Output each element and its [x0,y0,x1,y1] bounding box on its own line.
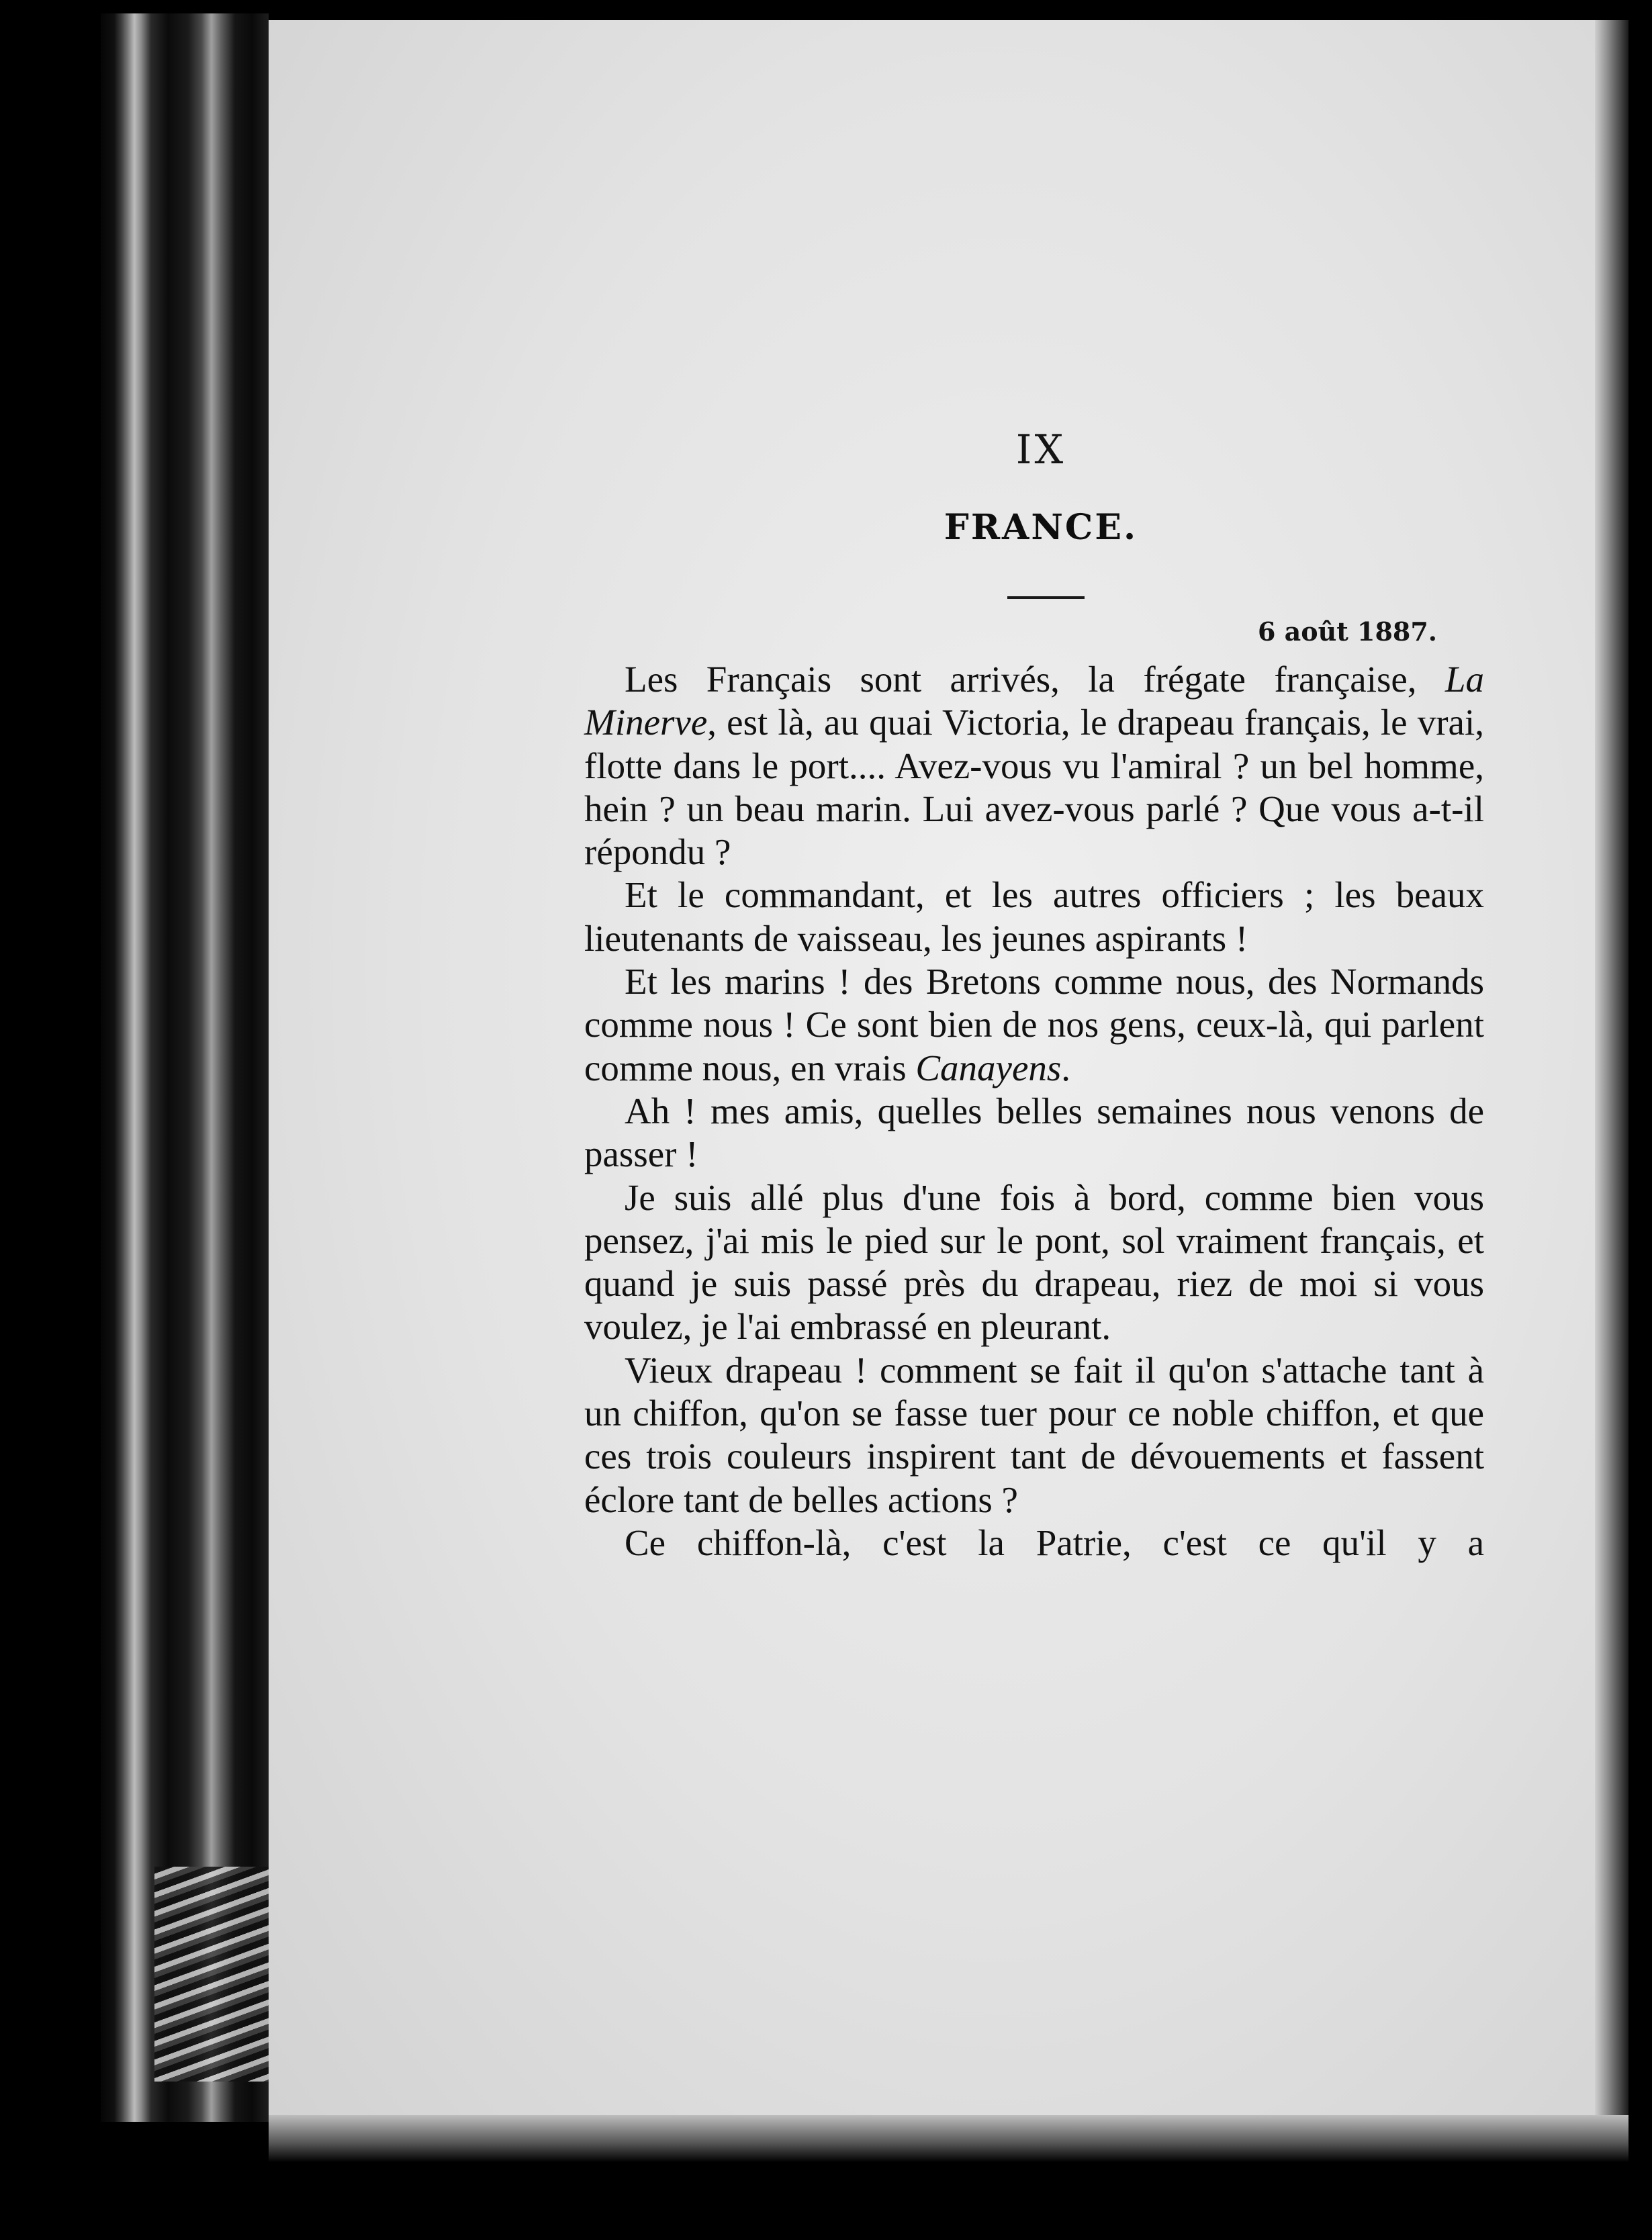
italic-text: Canayens [915,1047,1062,1088]
chapter-number: IX [1015,426,1066,473]
paragraph: Ce chiffon-là, c'est la Patrie, c'est ce qu'il y a [625,1522,1484,1563]
book-edge-worn [154,1867,269,2082]
body-text [584,658,1484,1565]
italic-text: La Minerve [584,659,1484,743]
title-rule [1007,596,1085,599]
page-edge-bottom [269,2115,1628,2162]
paragraph: Et le commandant, et les autres officiers ; les beaux lieutenants de vaisseau, les jeunes aspirants ! [584,874,1484,959]
chapter-title: FRANCE. [944,507,1138,548]
paragraph: Je suis allé plus d'une fois à bord, comme bien vous pensez, j'ai mis le pied sur le pont, sol vraiment français, et quand je suis passé près du drapeau, riez de moi si vous voulez, je l'ai embrassé en pleurant. [584,1176,1484,1348]
page-edge-right [1595,20,1628,2155]
paragraph: Et les marins ! des Bretons comme nous, des Normands comme nous ! Ce sont bien de nos gens, ceux-là, qui parlent comme nous, en vrais Canayens. [584,961,1484,1088]
paragraph: Ah ! mes amis, quelles belles semaines nous venons de passer ! [584,1090,1484,1175]
chapter-date: 6 août 1887. [1257,616,1437,647]
paragraph: Les Français sont arrivés, la frégate française, La Minerve, est là, au quai Victoria, le drapeau français, le vrai, flotte dans le port.... Avez-vous vu l'amiral ? un bel homme, hein ? un beau marin. Lui avez-vous parlé ? Que vous a-t-il répondu ? [584,659,1484,873]
book-edge [101,13,269,2122]
paragraph: Vieux drapeau ! comment se fait il qu'on s'attache tant à un chiffon, qu'on se fasse tuer pour ce noble chiffon, et que ces trois couleurs inspirent tant de dévouements et fassent éclore tant de belles actions ? [584,1349,1484,1520]
